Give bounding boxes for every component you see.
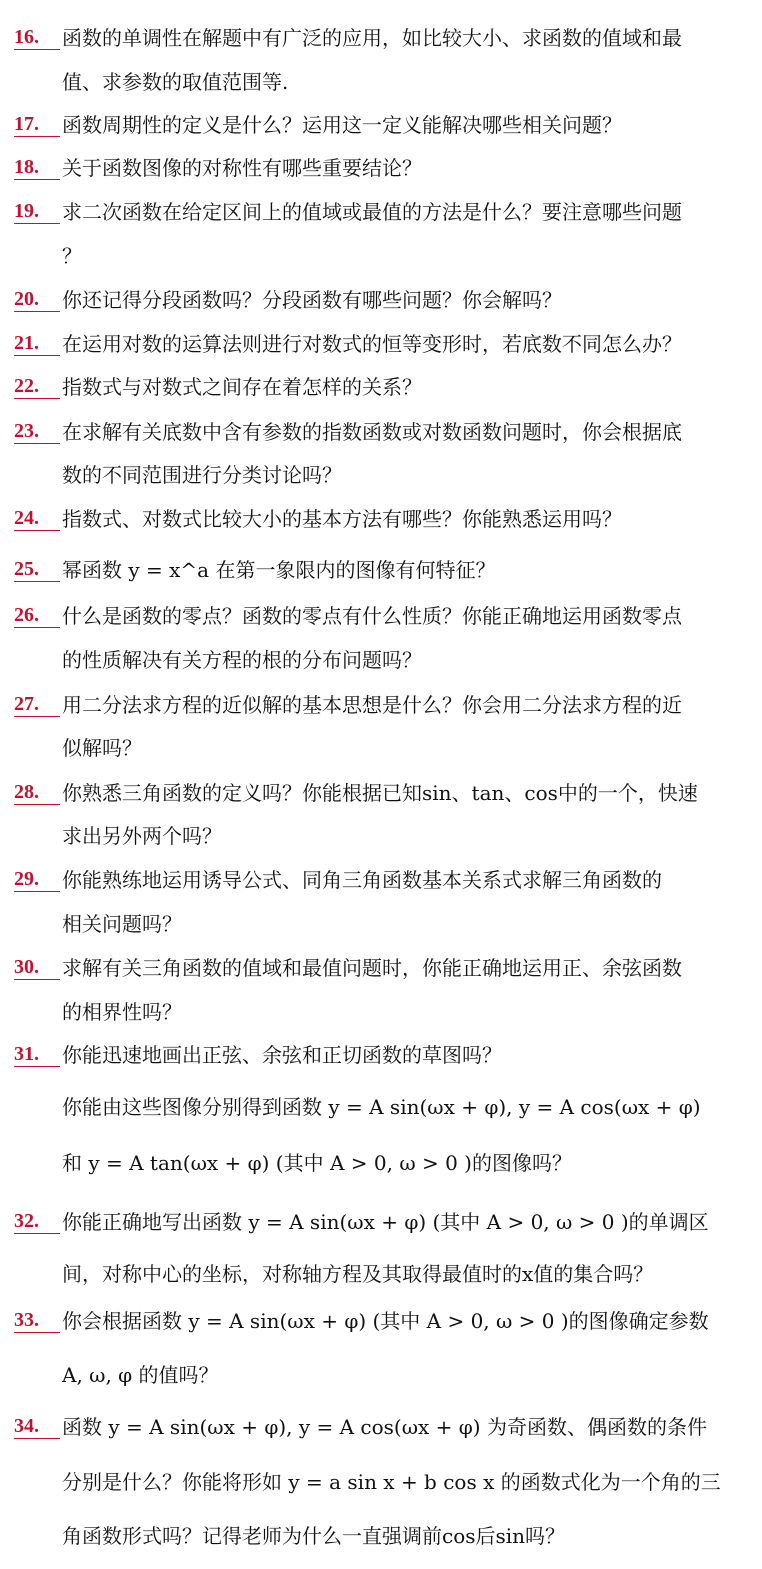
question-text-line: 似解吗？ xyxy=(62,736,142,760)
question-text-line: 你会根据函数 y = A sin(ωx + φ) (其中 A > 0, ω > 0 )的图像确定参数 xyxy=(62,1309,709,1333)
question-text-line: 指数式与对数式之间存在着怎样的关系？ xyxy=(62,375,422,399)
question-text-line: 值、求参数的取值范围等. xyxy=(62,70,289,94)
question-text-line: 你能由这些图像分别得到函数 y = A sin(ωx + φ), y = A cos(ωx + φ) xyxy=(62,1095,701,1119)
question-text-line: 函数的单调性在解题中有广泛的应用，如比较大小、求函数的值域和最 xyxy=(62,26,682,50)
question-number: 24. xyxy=(14,506,60,531)
question-text-line: 指数式、对数式比较大小的基本方法有哪些？你能熟悉运用吗？ xyxy=(62,507,622,531)
question-number: 20. xyxy=(14,287,60,312)
question-number: 19. xyxy=(14,199,60,224)
question-text-line: 你能迅速地画出正弦、余弦和正切函数的草图吗？ xyxy=(62,1043,502,1067)
question-text-line: 你还记得分段函数吗？分段函数有哪些问题？你会解吗？ xyxy=(62,288,562,312)
question-number: 27. xyxy=(14,692,60,717)
question-number: 28. xyxy=(14,780,60,805)
question-number: 34. xyxy=(14,1414,60,1439)
question-number: 21. xyxy=(14,331,60,356)
question-number: 30. xyxy=(14,955,60,980)
question-number: 32. xyxy=(14,1209,60,1234)
question-text-line: 函数周期性的定义是什么？运用这一定义能解决哪些相关问题？ xyxy=(62,113,622,137)
question-text-line: 幂函数 y = x^a 在第一象限内的图像有何特征？ xyxy=(62,558,496,582)
question-text-line: 的相界性吗？ xyxy=(62,1000,182,1024)
question-text-line: 相关问题吗？ xyxy=(62,912,182,936)
question-text-line: 什么是函数的零点？函数的零点有什么性质？你能正确地运用函数零点 xyxy=(62,604,682,628)
question-text-line: 间，对称中心的坐标，对称轴方程及其取得最值时的x值的集合吗？ xyxy=(62,1262,654,1286)
question-text-line: A, ω, φ 的值吗？ xyxy=(62,1363,219,1387)
question-number: 16. xyxy=(14,25,60,50)
question-text-line: 和 y = A tan(ωx + φ) (其中 A > 0, ω > 0 )的图像吗？ xyxy=(62,1151,572,1175)
question-number: 22. xyxy=(14,374,60,399)
question-text-line: 求出另外两个吗？ xyxy=(62,824,222,848)
question-text-line: ？ xyxy=(62,244,82,268)
question-text-line: 数的不同范围进行分类讨论吗？ xyxy=(62,463,342,487)
question-text-line: 函数 y = A sin(ωx + φ), y = A cos(ωx + φ) 为奇函数、偶函数的条件 xyxy=(62,1415,707,1439)
question-text-line: 求二次函数在给定区间上的值域或最值的方法是什么？要注意哪些问题 xyxy=(62,200,682,224)
question-text-line: 关于函数图像的对称性有哪些重要结论？ xyxy=(62,156,422,180)
question-text-line: 用二分法求方程的近似解的基本思想是什么？你会用二分法求方程的近 xyxy=(62,693,682,717)
question-text-line: 在运用对数的运算法则进行对数式的恒等变形时，若底数不同怎么办？ xyxy=(62,332,682,356)
question-number: 17. xyxy=(14,112,60,137)
question-text-line: 的性质解决有关方程的根的分布问题吗？ xyxy=(62,648,422,672)
question-text-line: 你能熟练地运用诱导公式、同角三角函数基本关系式求解三角函数的 xyxy=(62,868,662,892)
question-number: 33. xyxy=(14,1308,60,1333)
question-text-line: 你能正确地写出函数 y = A sin(ωx + φ) (其中 A > 0, ω > 0 )的单调区 xyxy=(62,1210,709,1234)
question-text-line: 角函数形式吗？记得老师为什么一直强调前cos后sin吗？ xyxy=(62,1524,566,1548)
question-number: 29. xyxy=(14,867,60,892)
question-text-line: 分别是什么？你能将形如 y = a sin x + b cos x 的函数式化为一个角的三 xyxy=(62,1470,721,1494)
question-number: 25. xyxy=(14,557,60,582)
question-text-line: 在求解有关底数中含有参数的指数函数或对数函数问题时，你会根据底 xyxy=(62,420,682,444)
question-number: 23. xyxy=(14,419,60,444)
question-text-line: 你熟悉三角函数的定义吗？你能根据已知sin、tan、cos中的一个，快速 xyxy=(62,781,698,805)
question-number: 26. xyxy=(14,603,60,628)
question-text-line: 求解有关三角函数的值域和最值问题时，你能正确地运用正、余弦函数 xyxy=(62,956,682,980)
question-number: 31. xyxy=(14,1042,60,1067)
question-number: 18. xyxy=(14,155,60,180)
